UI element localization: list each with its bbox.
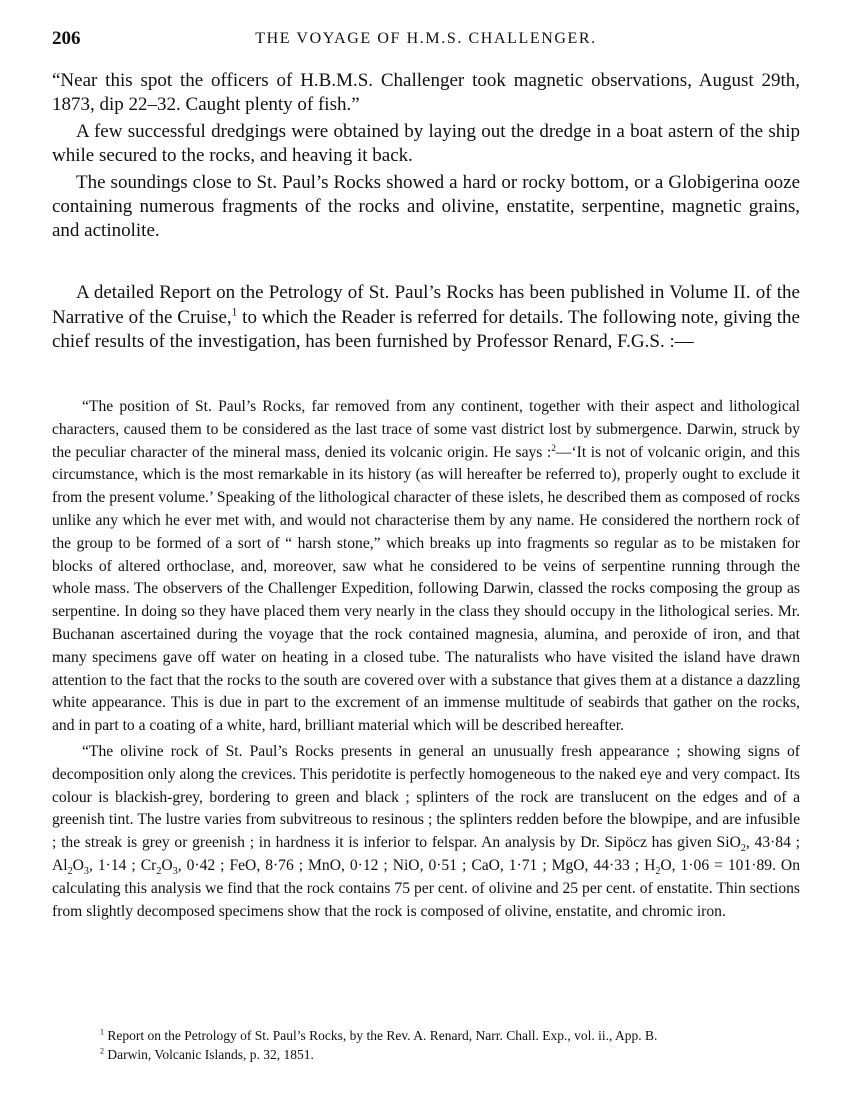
subscript-3: 3 <box>83 866 89 878</box>
subscript-2: 2 <box>655 866 661 878</box>
footnote-ref-1: 1 <box>231 306 238 319</box>
footnote-ref-2: 2 <box>551 443 556 454</box>
olivine-text-c: O <box>72 856 84 874</box>
petrology-intro-text-b: to which the Reader is referred for details. The following note, giving the chief results of the investigation, has been furnished by Professor Renard, F.G.S. :— <box>52 306 800 352</box>
petrology-intro-text-a: A detailed Report on the Petrology of St. Paul’s Rocks has been published in Volume II. of the Narrative of the Cruise, <box>52 282 800 328</box>
footnote-1 <box>100 1026 800 1045</box>
footnote-2 <box>100 1045 800 1064</box>
page-number: 206 <box>52 28 81 49</box>
page-header <box>52 28 800 52</box>
renard-note-p1-text-a: “The position of St. Paul’s Rocks, far removed from any continent, together with their aspect and lithological characters, caused them to be considered as the last trace of some vast district lost by submergence. Darwin, struck by the peculiar character of the mineral mass, denied its volcanic origin. He says : <box>52 398 800 461</box>
quoted-inscription-paragraph: “Near this spot the officers of H.B.M.S. Challenger took magnetic observations, August 29th, 1873, dip 22–32. Caught plenty of fish.” <box>52 70 800 115</box>
subscript-2: 2 <box>67 866 73 878</box>
footnote-1-text: Report on the Petrology of St. Paul’s Rocks, by the Rev. A. Renard, Narr. Chall. Exp., vol. ii., App. B. <box>104 1028 658 1043</box>
running-head: THE VOYAGE OF H.M.S. CHALLENGER. <box>255 30 597 47</box>
footnote-marker-2: 2 <box>100 1046 105 1056</box>
soundings-paragraph: The soundings close to St. Paul’s Rocks showed a hard or rocky bottom, or a Globigerina ooze containing numerous fragments of the rocks and olivine, enstatite, serpentine, magnetic grains, and actinolite. <box>52 172 800 241</box>
subscript-2: 2 <box>156 866 162 878</box>
renard-note-p1-text-b: —‘It is not of volcanic origin, and this circumstance, which is the most remarkable in its history (as will hereafter be referred to), properly ought to exclude it from the present volume.’ Speaking of the lithological character of these islets, he described them as composed of rocks unlike any which he ever met with, and would not characterise them by any name. He considered the northern rock of the group to be formed of a sort of “ harsh stone,” which breaks up into fragments so regular as to be mistaken for blocks of altered orthoclase, and, moreover, saw what he considered to be veins of serpentine running through the whole mass. The observers of the Challenger Expedition, following Darwin, classed the rocks composing the group as serpentine. In doing so they have placed them very nearly in the class they should occupy in the lithological series. Mr. Buchanan ascertained during the voyage that the rock contained magnesia, alumina, and peroxide of iron, and that many specimens gave off water on heating in a closed tube. The naturalists who have visited the island have drawn attention to the fact that the rocks to the south are covered over with a substance that gives them at a distance a dazzling white appearance. This is due in part to the excrement of an immense multitude of seabirds that gather on the rocks, and in part to a coating of a white, hard, brilliant material which will be described hereafter. <box>52 443 800 735</box>
footnotes <box>100 1026 800 1064</box>
olivine-text-c2: O <box>161 856 173 874</box>
renard-note-paragraph-1 <box>52 396 800 738</box>
subscript-3: 3 <box>172 866 178 878</box>
petrology-intro-section <box>52 281 800 355</box>
olivine-text-f: O, 1·06 = 101·89. On calculating this analysis we find that the rock contains 75 per cent. of olivine and 25 per cent. of enstatite. Thin sections from slightly decomposed specimens show that the rock is composed of olivine, enstatite, and chromic iron. <box>52 856 800 920</box>
subscript-2: 2 <box>740 843 746 855</box>
olivine-text-b: , 43·84 ; Al <box>52 834 800 874</box>
renard-note <box>52 396 800 926</box>
olivine-text-a: “The olivine rock of St. Paul’s Rocks presents in general an unusually fresh appearance ; showing signs of decomposition only along the crevices. This peridotite is perfectly homogeneous to the naked eye and very compact. Its colour is blackish-grey, bordering to green and black ; splinters of the rock are translucent on the edges and of a greenish tint. The lustre varies from subvitreous to resinous ; the splinters redden before the blowpipe, and are infusible ; the streak is grey or greenish ; in hardness it is inferior to felspar. An analysis by Dr. Sipöcz has given SiO <box>52 742 800 852</box>
renard-note-paragraph-2 <box>52 741 800 923</box>
olivine-text-d: , 1·14 ; Cr <box>88 856 157 874</box>
footnote-2-text: Darwin, Volcanic Islands, p. 32, 1851. <box>104 1047 314 1062</box>
petrology-intro-paragraph <box>52 281 800 355</box>
footnote-marker-1: 1 <box>100 1027 105 1037</box>
dredging-paragraph: A few successful dredgings were obtained by laying out the dredge in a boat astern of the ship while secured to the rocks, and heaving it back. <box>52 121 800 166</box>
opening-section <box>52 69 800 246</box>
olivine-text-e: , 0·42 ; FeO, 8·76 ; MnO, 0·12 ; NiO, 0·51 ; CaO, 1·71 ; MgO, 44·33 ; H <box>177 856 656 874</box>
